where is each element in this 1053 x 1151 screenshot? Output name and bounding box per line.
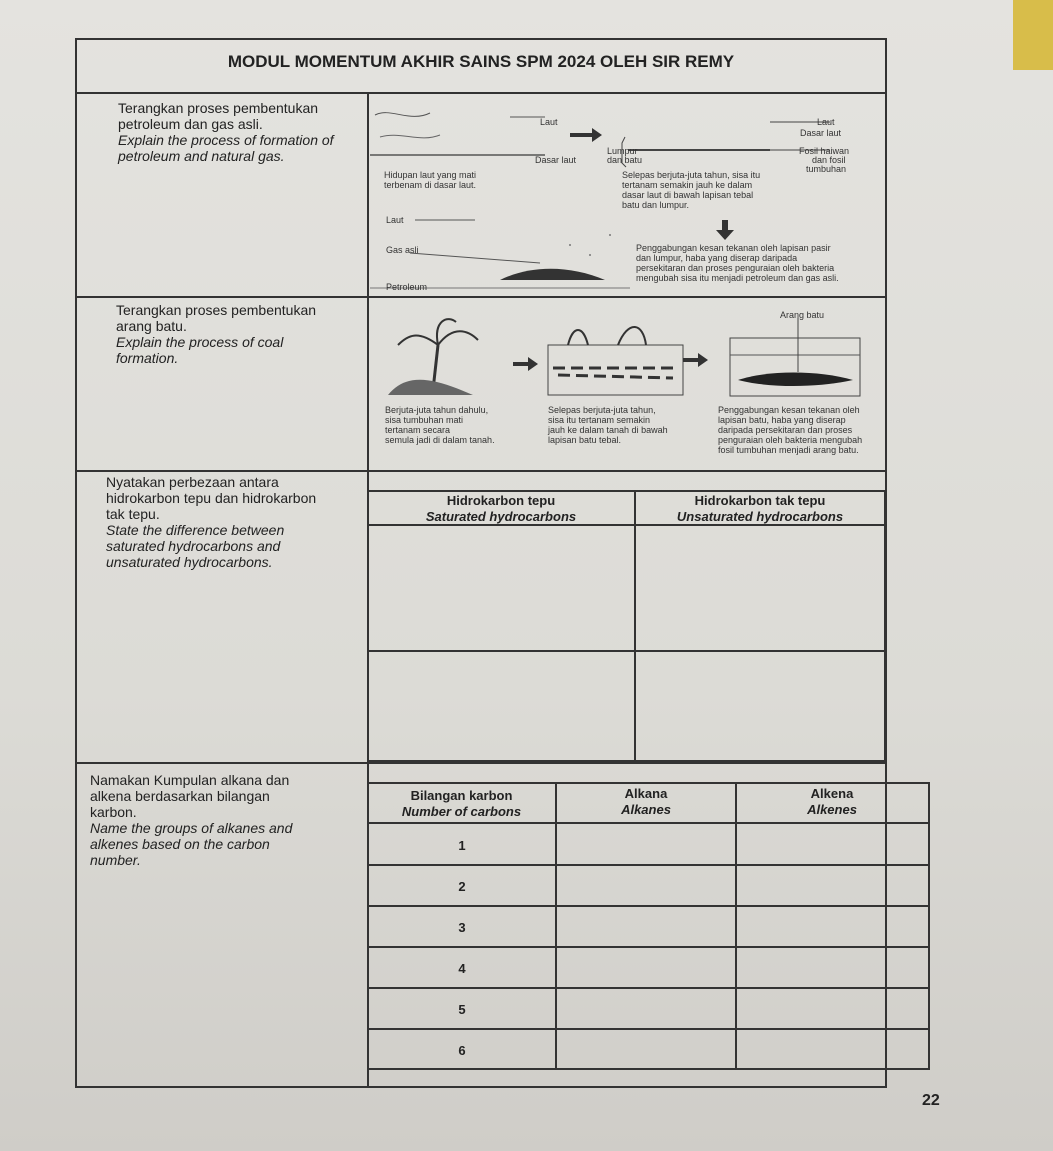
- q2-caption-1: Berjuta-juta tahun dahulu, sisa tumbuhan mati tertanam secara semula jadi di dalam tanah.: [385, 405, 495, 445]
- q4-question: Namakan Kumpulan alkana dan alkena berdasarkan bilangan karbon. Name the groups of alkanes and alkenes based on the carbon number.: [90, 772, 293, 868]
- arrow-icon: [570, 128, 602, 142]
- petroleum-pocket: [500, 269, 605, 280]
- carbon-number-2: 2: [458, 879, 466, 894]
- q2-caption-3: Penggabungan kesan tekanan oleh lapisan batu, haba yang diserap daripada persekitaran dan proses penguraian oleh bakteria mengubah fosil tumbuhan menjadi arang batu.: [718, 405, 863, 455]
- row-divider: [75, 762, 887, 764]
- label-arang-batu: Arang batu: [780, 310, 825, 320]
- label-laut-right: Laut: [817, 117, 835, 127]
- rock-box: [730, 338, 860, 396]
- arrow-icon: [683, 353, 708, 367]
- answer-cell-saturated-1[interactable]: [368, 526, 634, 649]
- label-dan-fosil: dan fosil: [812, 155, 846, 165]
- carbon-number-1: 1: [458, 838, 466, 853]
- label-dasar-laut-right: Dasar laut: [800, 128, 842, 138]
- row-divider: [75, 92, 887, 94]
- answer-cell-unsaturated-1[interactable]: [636, 526, 884, 649]
- row-divider: [75, 470, 887, 472]
- q1-caption-3: Penggabungan kesan tekanan oleh lapisan pasir dan lumpur, haba yang diserap daripada persekitaran dan proses penguraian oleh bakteria mengubah sisa itu menjadi petroleum dan gas asli.: [636, 243, 839, 283]
- sea-creatures: [375, 113, 430, 117]
- carbon-number-6: 6: [458, 1043, 466, 1058]
- q2-question: Terangkan proses pembentukan arang batu. Explain the process of coal formation.: [116, 302, 317, 366]
- page-title: MODUL MOMENTUM AKHIR SAINS SPM 2024 OLEH SIR REMY: [227, 52, 735, 71]
- answer-cell-unsaturated-2[interactable]: [636, 652, 884, 759]
- page-number: 22: [922, 1092, 940, 1109]
- col-alkanes-header: Alkana Alkanes: [621, 786, 671, 817]
- label-petroleum: Petroleum: [386, 282, 428, 292]
- q2-caption-2: Selepas berjuta-juta tahun, sisa itu tertanam semakin jauh ke dalam tanah di bawah lapisan batu tebal.: [548, 405, 668, 445]
- carbon-number-5: 5: [458, 1002, 466, 1017]
- label-gas-asli: Gas asli: [386, 245, 419, 255]
- arrow-down-icon: [716, 220, 734, 240]
- soil-box: [548, 345, 683, 395]
- row-divider: [75, 296, 887, 298]
- q1-caption-2: Selepas berjuta-juta tahun, sisa itu tertanam semakin jauh ke dalam dasar laut di bawah lapisan tebal batu dan lumpur.: [622, 170, 761, 210]
- q1-question: Terangkan proses pembentukan petroleum dan gas asli. Explain the process of formation of petroleum and natural gas.: [118, 100, 334, 164]
- label-dasar-laut: Dasar laut: [535, 155, 577, 165]
- col-saturated-header: Hidrokarbon tepu Saturated hydrocarbons: [425, 493, 577, 524]
- label-laut-2: Laut: [386, 215, 404, 225]
- col-unsaturated-header: Hidrokarbon tak tepu Unsaturated hydrocarbons: [676, 493, 844, 524]
- label-lumpur: Lumpur: [607, 146, 638, 156]
- label-tumbuhan: tumbuhan: [806, 164, 847, 174]
- background-object: [1013, 0, 1053, 70]
- carbon-number-4: 4: [458, 961, 466, 976]
- label-laut: Laut: [540, 117, 558, 127]
- coal-formation-diagram: [378, 300, 878, 405]
- q1-caption-1: Hidupan laut yang mati terbenam di dasar laut.: [384, 170, 477, 190]
- col-alkenes-header: Alkena Alkenes: [807, 786, 857, 817]
- label-fosil: Fosil haiwan: [799, 146, 850, 156]
- col-carbon-number-header: Bilangan karbon Number of carbons: [401, 788, 522, 819]
- label-dan-batu: dan batu: [607, 155, 643, 165]
- arrow-icon: [513, 357, 538, 371]
- q3-question: Nyatakan perbezaan antara hidrokarbon tepu dan hidrokarbon tak tepu. State the difference between saturated hydrocarbons and unsaturated hydrocarbons.: [106, 474, 317, 570]
- palm-leaves: [398, 319, 478, 345]
- answer-cell-saturated-2[interactable]: [368, 652, 634, 759]
- coal-seam: [738, 373, 853, 387]
- carbon-number-3: 3: [458, 920, 466, 935]
